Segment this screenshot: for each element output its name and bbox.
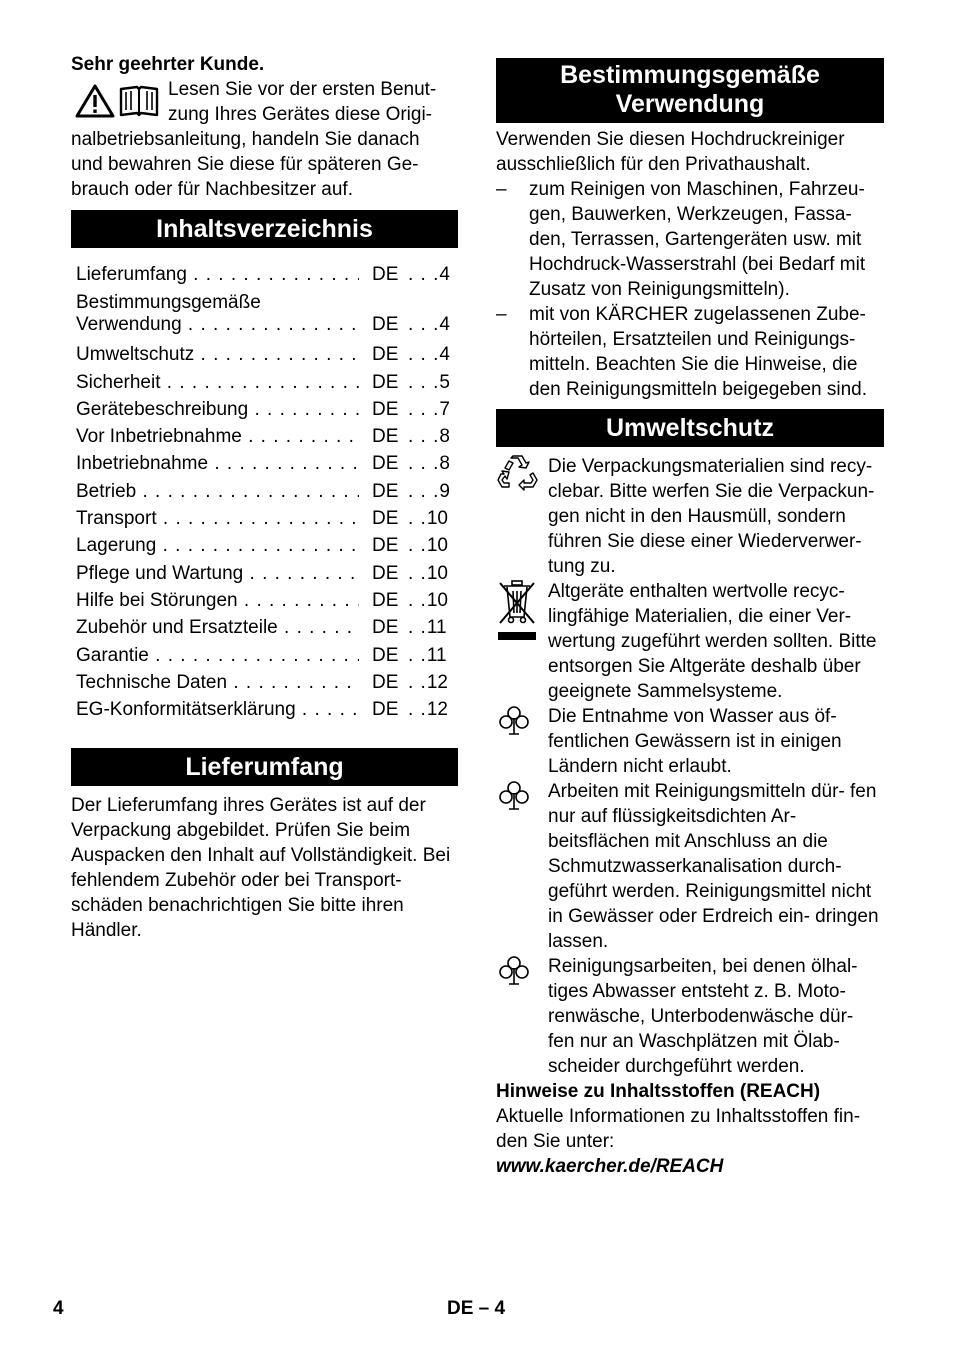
- toc-item-name: Garantie . . .: [76, 642, 359, 669]
- list-item: [496, 302, 884, 402]
- toc-item-name: Lieferumfang . . .: [76, 261, 359, 288]
- reach-text: Aktuelle Informationen zu Inhaltsstoffen fin- den Sie unter:: [496, 1106, 861, 1152]
- list-item-text: zum Reinigen von Maschinen, Fahrzeu- gen, Bauwerken, Werkzeugen, Fassa- den, Terrassen, Gartengeräten usw. mit Hochdruck-Wasserstrahl (bei Bedarf mit Zusatz von Reinigungsmitteln).: [529, 179, 866, 300]
- toc-item-lang: DE: [372, 344, 399, 366]
- intro-line-1: Lesen Sie vor der ersten Benut-: [168, 79, 437, 100]
- toc-item-name: Vor Inbetriebnahme . . .: [76, 423, 359, 450]
- toc-item[interactable]: Lagerung . . . DE . .10: [71, 532, 458, 559]
- toc-item-lang: DE: [372, 671, 399, 693]
- lieferumfang-heading-text: Lieferumfang: [185, 752, 344, 781]
- toc-item-name: Zubehör und Ersatzteile . . .: [76, 614, 359, 641]
- toc-item-page: 10: [426, 562, 448, 584]
- environment-icon: [496, 704, 532, 738]
- toc-item-page: 10: [426, 535, 448, 557]
- toc-item-page: 12: [426, 699, 448, 721]
- toc-item-page: 10: [426, 589, 448, 611]
- list-item-text: Reinigungsarbeiten, bei denen ölhal- tiges Abwasser entsteht z. B. Moto- renwäsche, Unterbodenwäsche dür- fen nur an Waschplätzen mit Ölab- scheider durchgeführt werden.: [548, 956, 858, 1077]
- toc-item-name: Verwendung . . .: [76, 314, 359, 336]
- left-column: [71, 52, 458, 943]
- toc-heading: [71, 210, 458, 248]
- toc-item-page: 10: [426, 508, 448, 530]
- toc-item-lang: DE: [372, 617, 399, 639]
- toc-item[interactable]: Pflege und Wartung . . . DE . .10: [71, 560, 458, 587]
- toc-item-page: 9: [439, 480, 450, 502]
- dash-bullet: –: [496, 304, 507, 325]
- lieferumfang-text: Der Lieferumfang ihres Gerätes ist auf der Verpackung abgebildet. Prüfen Sie beim Auspacken den Inhalt auf Vollständigkeit. Bei fehlendem Zubehör oder bei Transport- schäden benachrichtigen Sie bitte ihren Händler.: [71, 795, 451, 942]
- toc-item-lang: DE: [372, 508, 399, 530]
- toc-item-page: 7: [439, 398, 450, 420]
- toc-item-name: Sicherheit . . .: [76, 369, 359, 396]
- list-item: [496, 954, 884, 1079]
- toc-item[interactable]: Hilfe bei Störungen . . . DE . .10: [71, 587, 458, 614]
- toc-item[interactable]: Umweltschutz . . . DE . . .4: [71, 341, 458, 368]
- toc-item-lang: DE: [372, 426, 399, 448]
- toc-item-line: [71, 292, 458, 314]
- toc-item[interactable]: Technische Daten . . . DE . .12: [71, 669, 458, 696]
- toc-item-lang: DE: [372, 562, 399, 584]
- bv-heading-line2: Verwendung: [615, 90, 765, 118]
- list-item: [496, 579, 884, 704]
- greeting: Sehr geehrter Kunde.: [71, 54, 265, 75]
- umweltschutz-heading: [496, 409, 884, 447]
- toc-item-name: Transport . . .: [76, 505, 359, 532]
- toc-item[interactable]: Zubehör und Ersatzteile . . . DE . .11: [71, 614, 458, 641]
- toc-item-lang: DE: [372, 535, 399, 557]
- toc-item-name: Pflege und Wartung . . .: [76, 560, 359, 587]
- toc-item-name-line1: Bestimmungsgemäße: [76, 292, 261, 314]
- list-item-text: Arbeiten mit Reinigungsmitteln dür- fen nur auf flüssigkeitsdichten Ar- beitsflächen mit Anschluss an die Schmutzwasserkanalisation durch- geführt werden. Reinigungsmittel nicht in Gewässer oder Erdreich ein- dringen lassen.: [548, 781, 879, 952]
- intro-text: nalbetriebsanleitung, handeln Sie danach und bewahren Sie diese für späteren Ge- brauch oder für Nachbesitzer auf.: [71, 129, 420, 200]
- toc-item-name: Lagerung . . .: [76, 532, 359, 559]
- toc-item[interactable]: Vor Inbetriebnahme . . . DE . . .8: [71, 423, 458, 450]
- toc-item-name: Betrieb . . .: [76, 478, 359, 505]
- list-item-text: Altgeräte enthalten wertvolle recyc- lingfähige Materialien, die einer Ver- wertung zugeführt werden sollten. Bitte entsorgen Sie Altgeräte deshalb über geeignete Sammelsysteme.: [548, 581, 877, 702]
- toc-item-page: 11: [426, 644, 447, 666]
- page-number: 4: [53, 1298, 64, 1319]
- list-item: [496, 779, 884, 954]
- toc-item-name: Technische Daten . . .: [76, 669, 359, 696]
- reach-heading: Hinweise zu Inhaltsstoffen (REACH): [496, 1081, 821, 1102]
- toc-item[interactable]: Lieferumfang . . . DE . . .4: [71, 261, 458, 288]
- toc-item[interactable]: Verwendung . . . DE . . .4: [71, 314, 458, 336]
- warning-icons: [75, 83, 160, 119]
- toc-item-lang: DE: [372, 453, 399, 475]
- warning-triangle-icon: [75, 83, 115, 119]
- toc-item-lang: DE: [372, 264, 399, 285]
- reach-link[interactable]: www.kaercher.de/REACH: [496, 1156, 724, 1177]
- toc-item-page: 8: [439, 453, 450, 475]
- table-of-contents: [71, 261, 458, 723]
- toc-item-page: 4: [439, 344, 450, 366]
- toc-item-page: 12: [426, 671, 448, 693]
- toc-item[interactable]: Betrieb . . . DE . . .9: [71, 478, 458, 505]
- toc-item-name: Hilfe bei Störungen . . .: [76, 587, 359, 614]
- bv-text: Verwenden Sie diesen Hochdruckreiniger ausschließlich für den Privathaushalt.: [496, 129, 845, 175]
- toc-item-lang: DE: [372, 480, 399, 502]
- list-item: [496, 704, 884, 779]
- toc-item-page: 4: [439, 314, 450, 336]
- toc-item[interactable]: Garantie . . . DE . .11: [71, 642, 458, 669]
- list-item-text: mit von KÄRCHER zugelassenen Zube- hörteilen, Ersatzteilen und Reinigungs- mitteln. Beachten Sie die Hinweise, die den Reinigungsmitteln beigegeben sind.: [529, 304, 868, 400]
- toc-item-lang: DE: [372, 644, 399, 666]
- dash-bullet: –: [496, 179, 507, 200]
- list-item-text: Die Entnahme von Wasser aus öf- fentlichen Gewässern ist in einigen Ländern nicht erlaubt.: [548, 706, 842, 777]
- bv-heading-line1: Bestimmungsgemäße: [560, 61, 820, 89]
- toc-item-page: 5: [439, 371, 450, 393]
- page-label: DE – 4: [447, 1298, 506, 1319]
- toc-heading-text: Inhaltsverzeichnis: [156, 214, 373, 243]
- list-item: [496, 454, 884, 579]
- recycle-icon: [496, 454, 540, 494]
- toc-item-name: EG-Konformitätserklärung . . .: [76, 696, 359, 723]
- lieferumfang-heading: [71, 748, 458, 786]
- toc-item-lang: DE: [372, 314, 399, 336]
- toc-item-lang: DE: [372, 371, 399, 393]
- toc-item[interactable]: Transport . . . DE . .10: [71, 505, 458, 532]
- toc-item-page: 8: [439, 426, 450, 448]
- intro-line-2: zung Ihres Gerätes diese Origi-: [168, 104, 433, 125]
- toc-item-lang: DE: [372, 699, 399, 721]
- manual-book-icon: [118, 83, 160, 119]
- toc-item-name: Umweltschutz . . .: [76, 341, 359, 368]
- umweltschutz-heading-text: Umweltschutz: [605, 413, 775, 442]
- bestimmungsgemaesse-verwendung-heading: [496, 58, 884, 123]
- right-column: [496, 58, 884, 1179]
- toc-item[interactable]: Gerätebeschreibung . . . DE . . .7: [71, 396, 458, 423]
- toc-item-lang: DE: [372, 398, 399, 420]
- intro-block: [71, 77, 458, 202]
- crossed-bin-icon: [496, 579, 540, 643]
- toc-item[interactable]: EG-Konformitätserklärung . . . DE . .12: [71, 696, 458, 723]
- toc-item-name: Inbetriebnahme . . .: [76, 450, 359, 477]
- toc-item[interactable]: Inbetriebnahme . . . DE . . .8: [71, 450, 458, 477]
- list-item-text: Die Verpackungsmaterialien sind recy- clebar. Bitte werfen Sie die Verpackun- gen nicht in den Hausmüll, sondern führen Sie diese einer Wiederverwer- tung zu.: [548, 456, 875, 577]
- toc-item[interactable]: Sicherheit . . . DE . . .5: [71, 369, 458, 396]
- toc-item-page: 4: [439, 264, 450, 285]
- list-item: [496, 177, 884, 302]
- toc-item-lang: DE: [372, 589, 399, 611]
- environment-icon: [496, 954, 532, 988]
- toc-item-name: Gerätebeschreibung . . .: [76, 396, 359, 423]
- toc-item-page: 11: [426, 617, 447, 639]
- environment-icon: [496, 779, 532, 813]
